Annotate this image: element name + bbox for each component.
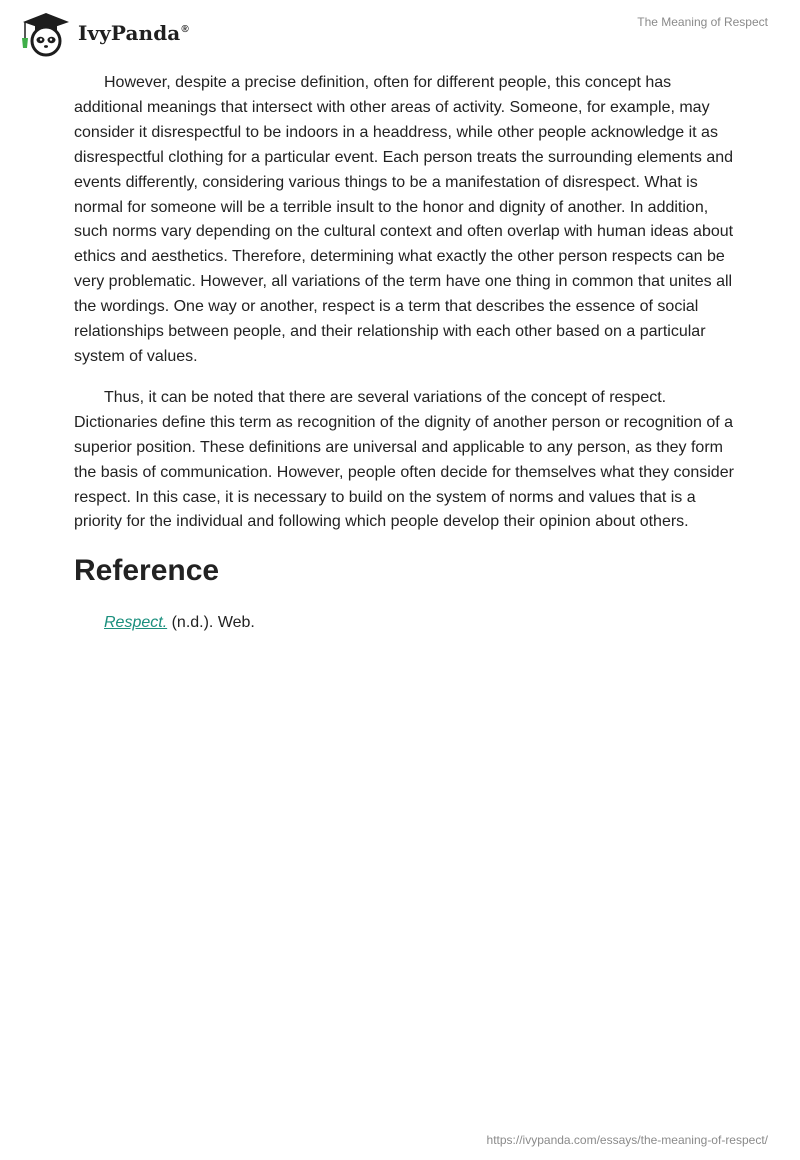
body-paragraph-2: Thus, it can be noted that there are several variations of the concept of respect. Dictionaries define this term as recognition of the dignity of another person or recognition of a superior position. These definitions are universal and applicable to any person, as they form the basis of communication. However, people often decide for themselves what they consider respect. In this case, it is necessary to build on the system of norms and values that is a priority for the individual and following which people develop their opinion about others. bbox=[74, 388, 734, 531]
ivypanda-logo[interactable] bbox=[14, 8, 189, 58]
logo-registered-mark: ® bbox=[181, 24, 189, 36]
logo-wordmark bbox=[78, 21, 189, 45]
panda-graduate-icon bbox=[14, 8, 74, 58]
reference-link[interactable]: Respect. bbox=[104, 614, 168, 632]
running-title: The Meaning of Respect bbox=[637, 15, 768, 29]
logo-name: IvyPanda bbox=[78, 21, 181, 45]
reference-details: (n.d.). Web. bbox=[167, 614, 255, 632]
footer-url: https://ivypanda.com/essays/the-meaning-of-respect/ bbox=[486, 1133, 768, 1147]
reference-entry bbox=[74, 611, 734, 635]
body-paragraph-1: However, despite a precise definition, often for different people, this concept has additional meanings that intersect with other areas of activity. Someone, for example, may consider it disrespectful to be indoors in a headdress, while other people acknowledge it as disrespectful clothing for a particular event. Each person treats the surrounding elements and events differently, considering various things to be a manifestation of disrespect. What is normal for someone will be a terrible insult to the honor and dignity of another. In addition, such norms vary depending on the cultural context and often overlap with human ideas about ethics and aesthetics. Therefore, determining what exactly the other person respects can be very problematic. However, all variations of the term have one thing in common that unites all the wordings. One way or another, respect is a term that describes the essence of social relationships between people, and their relationship with each other based on a particular system of values. bbox=[74, 74, 734, 365]
reference-heading: Reference bbox=[74, 554, 220, 588]
essay-content bbox=[74, 71, 734, 635]
